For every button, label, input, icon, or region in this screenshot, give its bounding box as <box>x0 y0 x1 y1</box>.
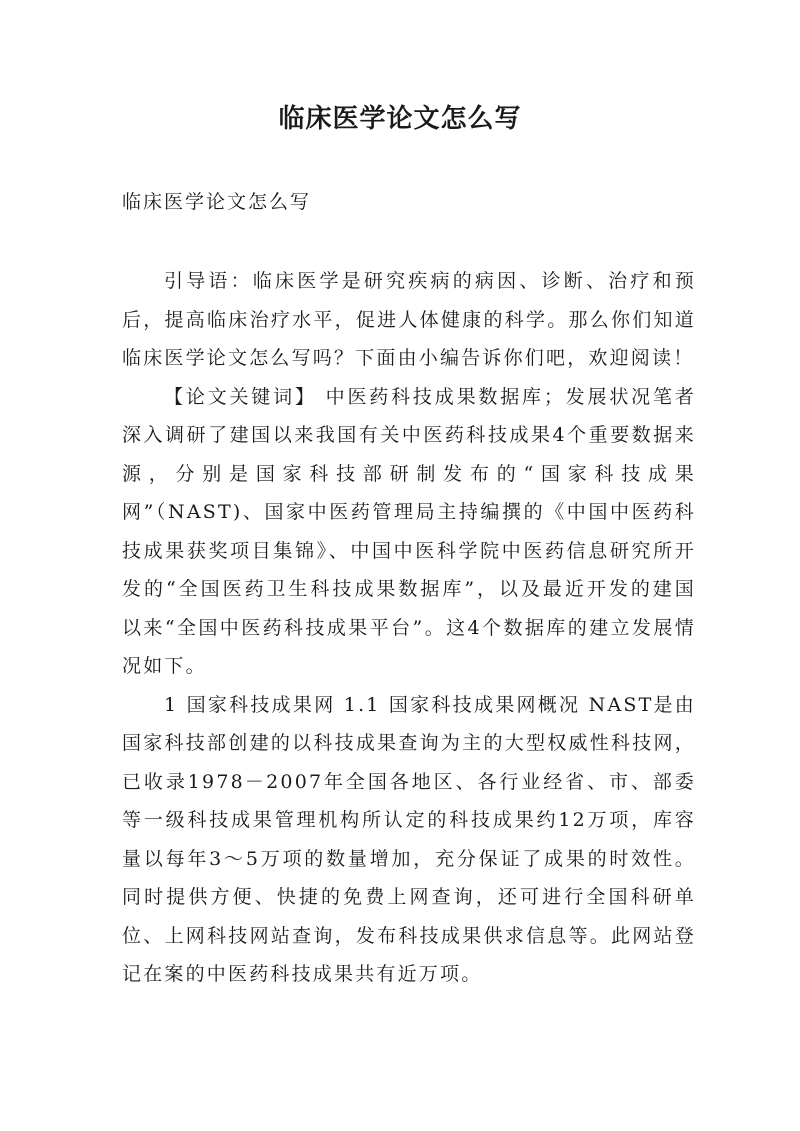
document-body <box>122 262 696 994</box>
paragraph-intro: 引导语：临床医学是研究疾病的病因、诊断、治疗和预后，提高临床治疗水平，促进人体健康的科学。那么你们知道临床医学论文怎么写吗？下面由小编告诉你们吧，欢迎阅读！ <box>122 270 696 369</box>
document-subtitle: 临床医学论文怎么写 <box>122 191 312 213</box>
paragraph-keywords: 【论文关键词】 中医药科技成果数据库；发展状况笔者深入调研了建国以来我国有关中医药科技成果4个重要数据来源，分别是国家科技部研制发布的“国家科技成果网”（NAST)、国家中医药管理局主持编撰的《中国中医药科技成果获奖项目集锦》、中国中医科学院中医药信息研究所开发的“全国医药卫生科技成果数据库”，以及最近开发的建国以来“全国中医药科技成果平台”。这4个数据库的建立发展情况如下。 <box>122 385 696 677</box>
paragraph-section-1: 1 国家科技成果网 1.1 国家科技成果网概况 NAST是由国家科技部创建的以科技成果查询为主的大型权威性科技网，已收录1978－2007年全国各地区、各行业经省、市、部委等一级科技成果管理机构所认定的科技成果约12万项，库容量以每年3～5万项的数量增加，充分保证了成果的时效性。同时提供方便、快捷的免费上网查询，还可进行全国科研单位、上网科技网站查询，发布科技成果供求信息等。此网站登记在案的中医药科技成果共有近万项。 <box>122 693 696 985</box>
document-title: 临床医学论文怎么写 <box>278 104 522 134</box>
